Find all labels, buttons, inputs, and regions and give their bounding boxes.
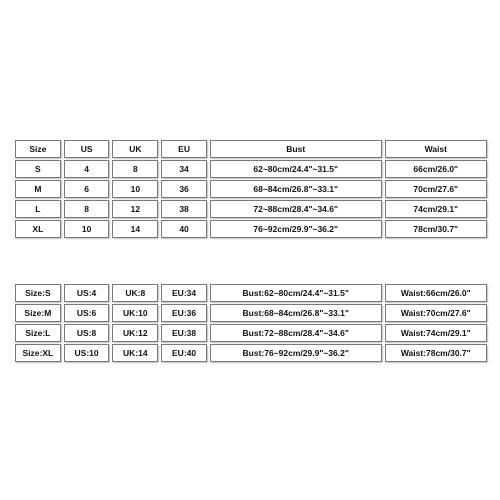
uk-cell: 12 xyxy=(112,200,158,218)
us-cell: US:6 xyxy=(64,304,110,322)
eu-cell: 34 xyxy=(161,160,207,178)
table-row xyxy=(15,344,487,362)
waist-cell: 78cm/30.7" xyxy=(385,220,488,238)
size-cell: Size:M xyxy=(15,304,61,322)
table-row xyxy=(15,220,487,238)
uk-cell: 8 xyxy=(112,160,158,178)
size-cell: L xyxy=(15,200,61,218)
waist-cell: Waist:74cm/29.1" xyxy=(385,324,488,342)
size-cell: M xyxy=(15,180,61,198)
waist-cell: Waist:70cm/27.6" xyxy=(385,304,488,322)
size-cell: XL xyxy=(15,220,61,238)
eu-cell: EU:36 xyxy=(161,304,207,322)
waist-cell: 74cm/29.1" xyxy=(385,200,488,218)
bust-cell: 68~84cm/26.8"~33.1" xyxy=(210,180,382,198)
size-cell: Size:XL xyxy=(15,344,61,362)
size-chart-table xyxy=(15,140,487,240)
table-row xyxy=(15,324,487,342)
us-cell: 6 xyxy=(64,180,110,198)
eu-cell: EU:38 xyxy=(161,324,207,342)
bust-cell: 72~88cm/28.4"~34.6" xyxy=(210,200,382,218)
header-eu: EU xyxy=(161,140,207,158)
waist-cell: Waist:66cm/26.0" xyxy=(385,284,488,302)
bust-cell: Bust:62~80cm/24.4"~31.5" xyxy=(210,284,382,302)
us-cell: US:10 xyxy=(64,344,110,362)
size-chart-labelled-table xyxy=(15,284,487,364)
header-bust: Bust xyxy=(210,140,382,158)
uk-cell: UK:8 xyxy=(112,284,158,302)
us-cell: 10 xyxy=(64,220,110,238)
table-row xyxy=(15,304,487,322)
eu-cell: 40 xyxy=(161,220,207,238)
uk-cell: UK:14 xyxy=(112,344,158,362)
size-cell: Size:L xyxy=(15,324,61,342)
uk-cell: UK:12 xyxy=(112,324,158,342)
waist-cell: 70cm/27.6" xyxy=(385,180,488,198)
table-row xyxy=(15,284,487,302)
eu-cell: 38 xyxy=(161,200,207,218)
uk-cell: 14 xyxy=(112,220,158,238)
bust-cell: 76~92cm/29.9"~36.2" xyxy=(210,220,382,238)
eu-cell: EU:34 xyxy=(161,284,207,302)
table-row xyxy=(15,200,487,218)
header-us: US xyxy=(64,140,110,158)
size-cell: Size:S xyxy=(15,284,61,302)
table-header-row xyxy=(15,140,487,158)
bust-cell: Bust:72~88cm/28.4"~34.6" xyxy=(210,324,382,342)
header-size: Size xyxy=(15,140,61,158)
us-cell: US:4 xyxy=(64,284,110,302)
waist-cell: 66cm/26.0" xyxy=(385,160,488,178)
size-cell: S xyxy=(15,160,61,178)
us-cell: 8 xyxy=(64,200,110,218)
header-waist: Waist xyxy=(385,140,488,158)
us-cell: 4 xyxy=(64,160,110,178)
uk-cell: UK:10 xyxy=(112,304,158,322)
eu-cell: 36 xyxy=(161,180,207,198)
bust-cell: Bust:76~92cm/29.9"~36.2" xyxy=(210,344,382,362)
eu-cell: EU:40 xyxy=(161,344,207,362)
uk-cell: 10 xyxy=(112,180,158,198)
bust-cell: Bust:68~84cm/26.8"~33.1" xyxy=(210,304,382,322)
header-uk: UK xyxy=(112,140,158,158)
bust-cell: 62~80cm/24.4"~31.5" xyxy=(210,160,382,178)
table-row xyxy=(15,180,487,198)
waist-cell: Waist:78cm/30.7" xyxy=(385,344,488,362)
us-cell: US:8 xyxy=(64,324,110,342)
table-row xyxy=(15,160,487,178)
